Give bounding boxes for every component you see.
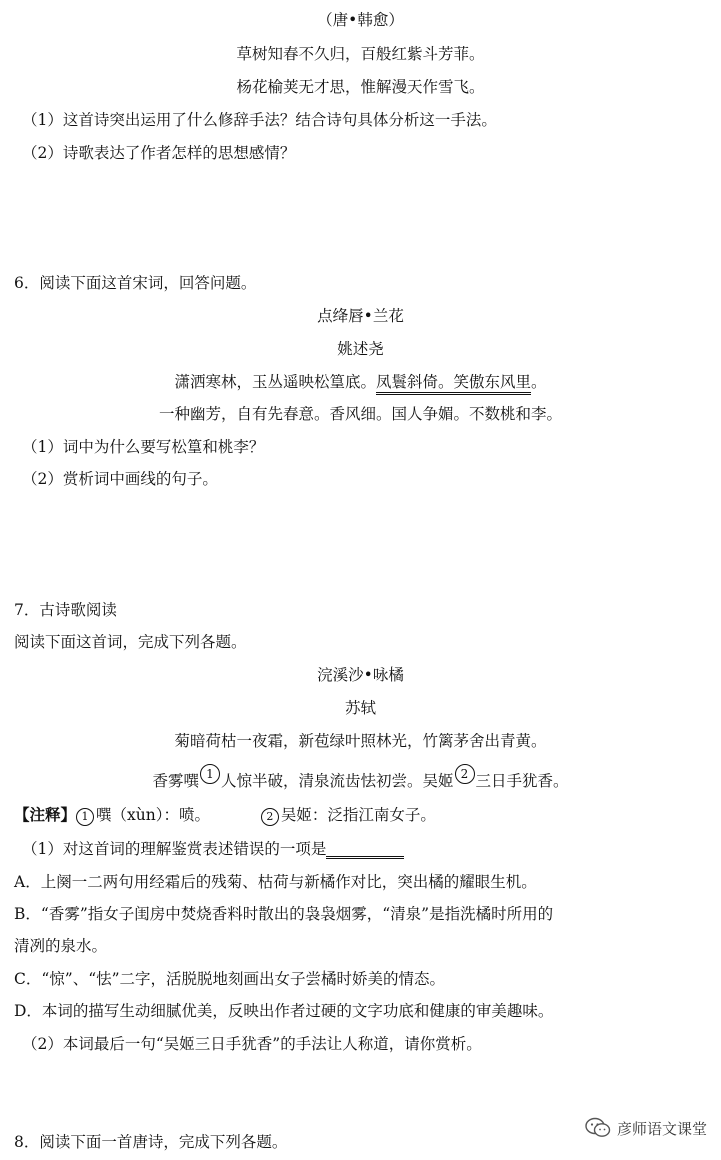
footnote-mark: 2 <box>261 808 279 826</box>
poem-author: 苏轼 <box>344 699 376 717</box>
question-intro: 阅读下面这首词，完成下列各题。 <box>14 633 247 651</box>
question-item: （2）本词最后一句“吴姬三日手犹香”的手法让人称道，请你赏析。 <box>22 1035 482 1053</box>
question-item: （1）词中为什么要写松篁和桃李？ <box>22 438 265 456</box>
poem-line <box>0 372 721 392</box>
poem-text: 潇洒寒林，玉丛遥映松篁底。 <box>174 373 376 391</box>
question-text: （1）对这首词的理解鉴赏表述错误的一项是 <box>22 840 327 858</box>
option-b-cont: 清冽的泉水。 <box>14 937 108 955</box>
watermark-text: 彦师语文课堂 <box>616 1119 707 1138</box>
question-heading: 7．古诗歌阅读 <box>14 601 117 619</box>
poem-text: 三日手犹香。 <box>475 772 569 790</box>
poem-author: （唐•韩愈） <box>317 11 404 29</box>
poem-title: 点绛唇•兰花 <box>317 307 404 325</box>
option-b: B．“香雾”指女子闺房中焚烧香料时散出的袅袅烟雾，“清泉”是指洗橘时所用的 <box>14 905 554 923</box>
poem-line: 菊暗荷枯一夜霜，新苞绿叶照林光，竹篱茅舍出青黄。 <box>174 732 547 750</box>
question-heading: 8．阅读下面一首唐诗，完成下列各题。 <box>14 1133 288 1151</box>
question-item <box>22 839 404 859</box>
underlined-sentence: 凤鬟斜倚。笑傲东风里 <box>376 373 531 395</box>
note-label: 【注释】 <box>14 805 77 824</box>
option-a: A．上阕一二两句用经霜后的残菊、枯荷与新橘作对比，突出橘的耀眼生机。 <box>14 873 537 891</box>
watermark <box>585 1117 707 1139</box>
poem-text: 香雾噀 <box>152 772 199 790</box>
poem-line <box>0 767 721 792</box>
answer-blank <box>326 842 404 859</box>
question-item: （2）诗歌表达了作者怎样的思想感情？ <box>22 144 296 162</box>
wechat-icon <box>585 1117 611 1139</box>
poem-line: 一种幽芳，自有先春意。香风细。国人争媚。不数桃和李。 <box>158 405 562 423</box>
option-d: D．本词的描写生动细腻优美，反映出作者过硬的文字功底和健康的审美趣味。 <box>14 1002 554 1020</box>
poem-line: 杨花榆荚无才思，惟解漫天作雪飞。 <box>236 78 485 96</box>
poem-text: 人惊半破，清泉流齿怯初尝。吴姬 <box>220 772 454 790</box>
footnote-mark: 2 <box>455 764 475 784</box>
poem-title: 浣溪沙•咏橘 <box>317 666 404 684</box>
question-item: （2）赏析词中画线的句子。 <box>22 470 218 488</box>
annotation-line <box>14 805 436 826</box>
footnote-mark: 1 <box>76 808 94 826</box>
question-item: （1）这首诗突出运用了什么修辞手法？结合诗句具体分析这一手法。 <box>22 111 497 129</box>
poem-author: 姚述尧 <box>337 340 384 358</box>
note-text: 吴姬：泛指江南女子。 <box>280 806 436 824</box>
question-heading: 6．阅读下面这首宋词，回答问题。 <box>14 274 257 292</box>
poem-line: 草树知春不久归，百般红紫斗芳菲。 <box>236 45 485 63</box>
note-text: 噀（xùn）：喷。 <box>96 806 210 824</box>
option-c: C．“惊”、“怯”二字，活脱脱地刻画出女子尝橘时娇美的情态。 <box>14 970 446 988</box>
poem-text: 。 <box>531 373 547 391</box>
footnote-mark: 1 <box>200 764 220 784</box>
